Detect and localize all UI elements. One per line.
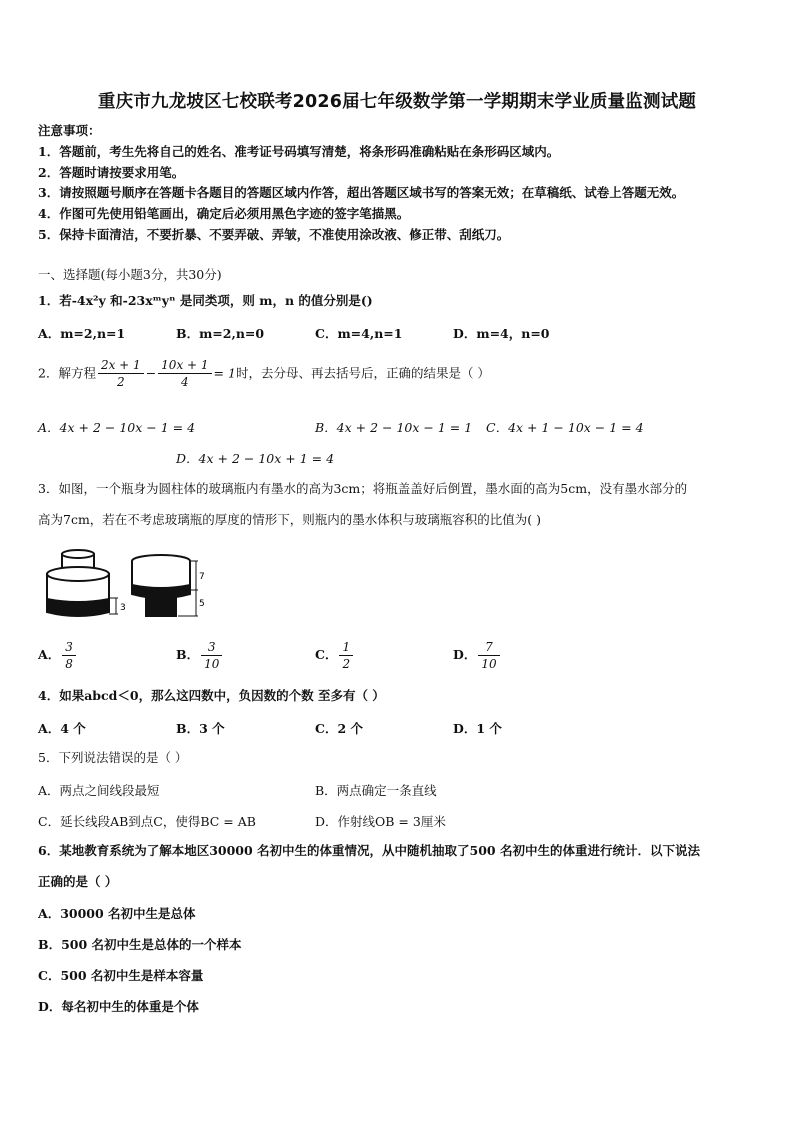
q3-option-c-numerator: 1 bbox=[339, 640, 353, 656]
q6-option-d: D．每名初中生的体重是个体 bbox=[38, 999, 199, 1014]
q4-option-a: A．4 个 bbox=[38, 721, 86, 736]
notice-item-2: 2．答题时请按要求用笔。 bbox=[38, 165, 185, 180]
question-5-stem: 5．下列说法错误的是（ ） bbox=[38, 750, 188, 765]
q2-fraction-2-denominator: 4 bbox=[181, 375, 189, 390]
q2-fraction-2 bbox=[158, 358, 211, 390]
q3-option-a-numerator: 3 bbox=[62, 640, 76, 656]
q3-option-b-letter: B． bbox=[176, 647, 200, 662]
label-5: 5 bbox=[199, 599, 205, 609]
q3-option-c-fraction bbox=[339, 640, 353, 671]
q4-option-c: C．2 个 bbox=[315, 721, 363, 736]
q3-option-d-denominator: 10 bbox=[481, 657, 497, 671]
q3-option-d-numerator: 7 bbox=[478, 640, 499, 656]
q1-option-b: B．m=2,n=0 bbox=[176, 326, 265, 341]
question-1-stem: 1．若-4x²y 和-23xᵐyⁿ 是同类项，则 m，n 的值分别是() bbox=[38, 293, 373, 308]
q2-prefix: 2．解方程 bbox=[38, 365, 96, 381]
notice-item-1: 1．答题前，考生先将自己的姓名、准考证号码填写清楚，将条形码准确粘贴在条形码区域内。 bbox=[38, 144, 560, 159]
q3-option-a-denominator: 8 bbox=[65, 657, 73, 671]
bottle-figure bbox=[38, 548, 208, 622]
notice-item-3: 3．请按照题号顺序在答题卡各题目的答题区域内作答，超出答题区域书写的答案无效；在草稿纸、试卷上答题无效。 bbox=[38, 185, 685, 200]
label-3: 3 bbox=[120, 603, 126, 613]
q2-option-a: A．4x + 2 − 10x − 1 = 4 bbox=[38, 420, 196, 435]
q2-fraction-1 bbox=[98, 358, 144, 390]
question-6-line-2: 正确的是（ ） bbox=[38, 874, 118, 889]
q3-option-b bbox=[176, 640, 224, 671]
question-4-stem: 4．如果abcd＜0，那么这四数中，负因数的个数 至多有（ ） bbox=[38, 688, 385, 703]
question-3-line-2: 高为7cm，若在不考虑玻璃瓶的厚度的情形下，则瓶内的墨水体积与玻璃瓶容积的比值为( ) bbox=[38, 512, 542, 527]
q3-option-a-fraction bbox=[62, 640, 76, 671]
q3-option-c-letter: C． bbox=[315, 647, 338, 662]
q3-option-b-numerator: 3 bbox=[201, 640, 222, 656]
label-7: 7 bbox=[199, 572, 205, 582]
q6-option-a: A．30000 名初中生是总体 bbox=[38, 906, 196, 921]
q3-option-c bbox=[315, 640, 355, 671]
q3-option-d bbox=[453, 640, 502, 671]
section-heading: 一、选择题(每小题3分，共30分) bbox=[38, 267, 222, 282]
q4-option-b: B．3 个 bbox=[176, 721, 225, 736]
q2-fraction-1-numerator: 2x + 1 bbox=[98, 358, 144, 374]
q2-minus: − bbox=[145, 365, 157, 381]
q3-option-b-denominator: 10 bbox=[204, 657, 220, 671]
notice-item-5: 5．保持卡面清洁，不要折暴、不要弄破、弄皱，不准使用涂改液、修正带、刮纸刀。 bbox=[38, 227, 510, 242]
q2-fraction-2-numerator: 10x + 1 bbox=[158, 358, 211, 374]
q1-option-a: A．m=2,n=1 bbox=[38, 326, 126, 341]
q6-option-b: B．500 名初中生是总体的一个样本 bbox=[38, 937, 242, 952]
notice-item-4: 4．作图可先使用铅笔画出，确定后必须用黑色字迹的签字笔描黑。 bbox=[38, 206, 410, 221]
question-2-stem bbox=[38, 358, 490, 390]
question-6-line-1: 6．某地教育系统为了解本地区30000 名初中生的体重情况，从中随机抽取了500 名初中生的体重进行统计．以下说法 bbox=[38, 843, 700, 858]
q1-option-d: D．m=4，n=0 bbox=[453, 326, 550, 341]
q3-option-d-letter: D． bbox=[453, 647, 477, 662]
q5-option-d: D．作射线OB = 3厘米 bbox=[315, 814, 446, 829]
q2-fraction-1-denominator: 2 bbox=[117, 375, 125, 390]
q3-option-c-denominator: 2 bbox=[342, 657, 351, 671]
q3-option-a-letter: A． bbox=[38, 647, 61, 662]
question-3-line-1: 3．如图，一个瓶身为圆柱体的玻璃瓶内有墨水的高为3cm；将瓶盖盖好后倒置，墨水面的高为5cm，没有墨水部分的 bbox=[38, 481, 688, 496]
q4-option-d: D．1 个 bbox=[453, 721, 502, 736]
q3-option-a bbox=[38, 640, 78, 671]
upright-bottle bbox=[47, 550, 126, 616]
q3-option-d-fraction bbox=[478, 640, 499, 671]
notice-heading: 注意事项： bbox=[38, 123, 101, 138]
q2-equals: = 1 bbox=[213, 365, 236, 381]
page-title: 重庆市九龙坡区七校联考2026届七年级数学第一学期期末学业质量监测试题 bbox=[97, 92, 697, 112]
q5-option-a: A．两点之间线段最短 bbox=[38, 783, 160, 798]
inverted-bottle bbox=[132, 555, 205, 616]
q2-option-d: D．4x + 2 − 10x + 1 = 4 bbox=[176, 451, 335, 466]
q2-option-b: B．4x + 2 − 10x − 1 = 1 bbox=[315, 420, 473, 435]
q1-option-c: C．m=4,n=1 bbox=[315, 326, 403, 341]
q2-option-c: C．4x + 1 − 10x − 1 = 4 bbox=[486, 420, 644, 435]
q5-option-c: C．延长线段AB到点C，使得BC = AB bbox=[38, 814, 256, 829]
q5-option-b: B．两点确定一条直线 bbox=[315, 783, 437, 798]
q2-suffix: 时，去分母、再去括号后，正确的结果是（ ） bbox=[235, 365, 490, 381]
q6-option-c: C．500 名初中生是样本容量 bbox=[38, 968, 204, 983]
q3-option-b-fraction bbox=[201, 640, 222, 671]
